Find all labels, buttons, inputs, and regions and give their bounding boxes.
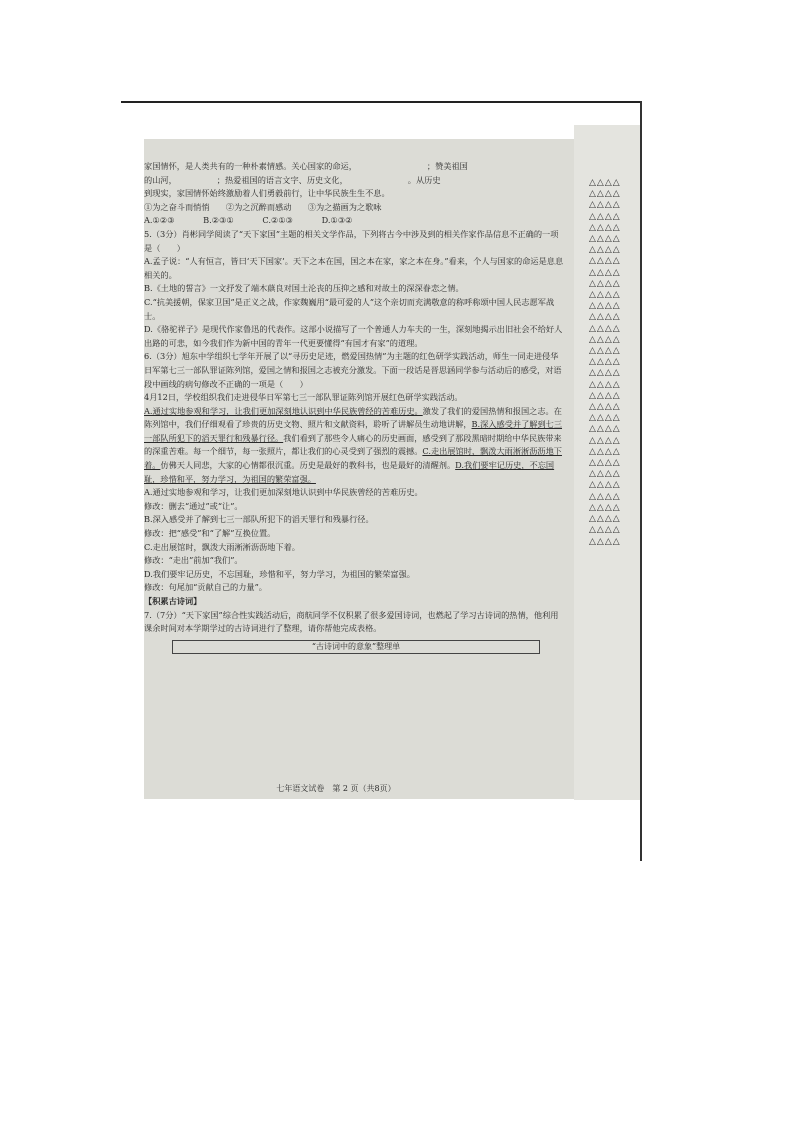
triangle-mark-row: △△△△ — [589, 211, 621, 222]
option-d: D.①③② — [321, 215, 353, 226]
triangle-mark-row: △△△△ — [589, 502, 621, 513]
triangle-mark-row: △△△△ — [589, 357, 621, 368]
page-content — [144, 160, 564, 654]
scan-border-right — [640, 101, 642, 861]
triangle-mark-row: △△△△ — [589, 424, 621, 435]
q5-option-a: A.孟子说：“人有恒言，皆曰‘天下国家’。天下之本在国，国之本在家，家之本在身。”看来，个人与国家的命运是息息相关的。 — [144, 256, 564, 280]
triangle-mark-row: △△△△ — [589, 178, 621, 188]
option-c: C.②①③ — [262, 215, 294, 226]
q6-underline-d: D.我们要牢记历史，不忘国耻，珍惜和平，努力学习，为祖国的繁荣富强。 — [144, 460, 555, 484]
triangle-mark-row: △△△△ — [589, 525, 621, 536]
q5-option-d: D.《骆驼祥子》是现代作家鲁迅的代表作。这部小说描写了一个普通人力车夫的一生，深刻地揭示出旧社会不给好人出路的可悲，如今我们作为新中国的青年一代更要懂得“有国才有家”的道理。 — [144, 324, 563, 348]
intro-line-1: 家国情怀，是人类共有的一种朴素情感。关心国家的命运， ；赞美祖国 — [144, 161, 468, 171]
triangle-mark-row: △△△△ — [589, 379, 621, 390]
triangle-mark-row: △△△△ — [589, 346, 621, 357]
scan-border-top — [121, 101, 642, 103]
triangle-mark-row: △△△△ — [589, 267, 621, 278]
answer-options-q4 — [144, 214, 564, 228]
q6-stem: 6.（3分）旭东中学组织七学年开展了以“寻历史足迹，燃爱国热情”为主题的红色研学实践活动，师生一同走进侵华日军第七三一部队罪证陈列馆，爱国之情和报国之志被充分激发。下面一段话是晋思涵同学参与活动后的感受，对语段中画线的病句修改不正确的一项是（ ） — [144, 351, 562, 389]
triangle-mark-row: △△△△ — [589, 368, 621, 379]
choice-phrases: ①为之奋斗而悄悄 ②为之沉醉而感动 ③为之描画为之歌咏 — [144, 201, 382, 212]
q5-stem: 5.（3分）肖彬同学阅读了“天下家国”主题的相关文学作品，下列将古今中涉及到的相关作家作品信息不正确的一项是（ ） — [144, 228, 559, 253]
triangle-mark-row: △△△△ — [589, 256, 621, 267]
q6-fix-c: 修改：“走出”前加“我们”。 — [144, 555, 243, 566]
q6-underline-c: C.走出展馆时，飘泼大雨淅淅沥沥地下着。 — [144, 446, 562, 471]
section-title: 【积累古诗词】 — [144, 596, 202, 606]
q6-fix-d: 修改：句尾加“贡献自己的力量”。 — [144, 582, 267, 593]
q6-passage: 4月12日，学校组织我们走进侵华日军第七三一部队罪证陈列馆开展红色研学实践活动。 A.通过实地参观和学习，让我们更加深刻地认识到中华民族曾经的苦难历史。激发了我们的爱国热情和报国之志。在陈列馆中，我们仔细观看了珍贵的历史文物、照片和文献资料，聆听了讲解员生动地讲解，B.深入感受并了解到七三一部队所犯下的滔天罪行和残暴行径。我们看到了那些令人痛心的历史画面，感受到了那段黑暗时期给中华民族带来的深重苦难。每一个细节，每一张照片，都让我们的心灵受到了强烈的震撼。C.走出展馆时，飘泼大雨淅淅沥沥地下着。仿佛天人同悲，大家的心情都很沉重。历史是最好的教科书，也是最好的清醒剂。D.我们要牢记历史，不忘国耻，珍惜和平，努力学习，为祖国的繁荣富强。 — [144, 392, 563, 484]
triangle-mark-row: △△△△ — [589, 189, 621, 200]
triangle-marks-column — [589, 178, 639, 548]
triangle-mark-row: △△△△ — [589, 200, 621, 211]
triangle-mark-row: △△△△ — [589, 536, 621, 547]
intro-line-3: 到现实，家国情怀始终激励着人们勇毅前行，让中华民族生生不息。 — [144, 188, 390, 199]
triangle-mark-row: △△△△ — [589, 435, 621, 446]
triangle-mark-row: △△△△ — [589, 446, 621, 457]
triangle-mark-row: △△△△ — [589, 323, 621, 334]
triangle-mark-row: △△△△ — [589, 278, 621, 289]
q5-option-b: B.《土地的誓言》一文抒发了端木蕻良对国土沦丧的压抑之感和对故土的深深眷恋之情。 — [144, 283, 464, 294]
triangle-mark-row: △△△△ — [589, 245, 621, 256]
triangle-mark-row: △△△△ — [589, 290, 621, 301]
q6-underline-b: B.深入感受并了解到七三一部队所犯下的滔天罪行和残暴行径。 — [144, 419, 563, 443]
intro-line-2: 的山河， ；热爱祖国的语言文字、历史文化， 。从历史 — [144, 174, 441, 185]
q6-underline-a: A.通过实地参观和学习，让我们更加深刻地认识到中华民族曾经的苦难历史。 — [144, 405, 423, 416]
option-a: A.①②③ — [144, 215, 175, 226]
q6-fix-a: 修改：删去“通过”或“让”。 — [144, 500, 243, 511]
triangle-mark-row: △△△△ — [589, 234, 621, 245]
triangle-mark-row: △△△△ — [589, 222, 621, 233]
page-footer: 七年语文试卷 第 2 页（共8页） — [276, 784, 396, 793]
q5-option-c: C.“抗美援朝，保家卫国”是正义之战，作家魏巍用“最可爱的人”这个亲切而充满敬意的称呼称颂中国人民志愿军战士。 — [144, 296, 555, 321]
triangle-mark-row: △△△△ — [589, 480, 621, 491]
q7-stem: 7.（7分）“天下家国”综合性实践活动后，商航同学不仅积累了很多爱国诗词，也燃起了学习古诗词的热情，他利用课余时间对本学期学过的古诗词进行了整理，请你帮他完成表格。 — [144, 609, 559, 634]
triangle-mark-row: △△△△ — [589, 301, 621, 312]
q7-table-header: “古诗词中的意象”整理单 — [172, 640, 540, 654]
q6-option-d: D.我们要牢记历史，不忘国耻，珍惜和平，努力学习，为祖国的繁荣富强。 — [144, 568, 415, 579]
q6-fix-b: 修改：把“感受”和“了解”互换位置。 — [144, 528, 276, 539]
triangle-mark-row: △△△△ — [589, 458, 621, 469]
triangle-mark-row: △△△△ — [589, 469, 621, 480]
triangle-mark-row: △△△△ — [589, 514, 621, 525]
q6-option-b: B.深入感受并了解到七三一部队所犯下的滔天罪行和残暴行径。 — [144, 514, 374, 525]
option-b: B.②③① — [203, 215, 234, 226]
q6-option-a: A.通过实地参观和学习，让我们更加深刻地认识到中华民族曾经的苦难历史。 — [144, 487, 423, 498]
triangle-mark-row: △△△△ — [589, 413, 621, 424]
triangle-mark-row: △△△△ — [589, 334, 621, 345]
triangle-mark-row: △△△△ — [589, 390, 621, 401]
q6-option-c: C.走出展馆时，飘泼大雨淅淅沥沥地下着。 — [144, 541, 300, 552]
triangle-mark-row: △△△△ — [589, 491, 621, 502]
triangle-mark-row: △△△△ — [589, 402, 621, 413]
triangle-mark-row: △△△△ — [589, 312, 621, 323]
